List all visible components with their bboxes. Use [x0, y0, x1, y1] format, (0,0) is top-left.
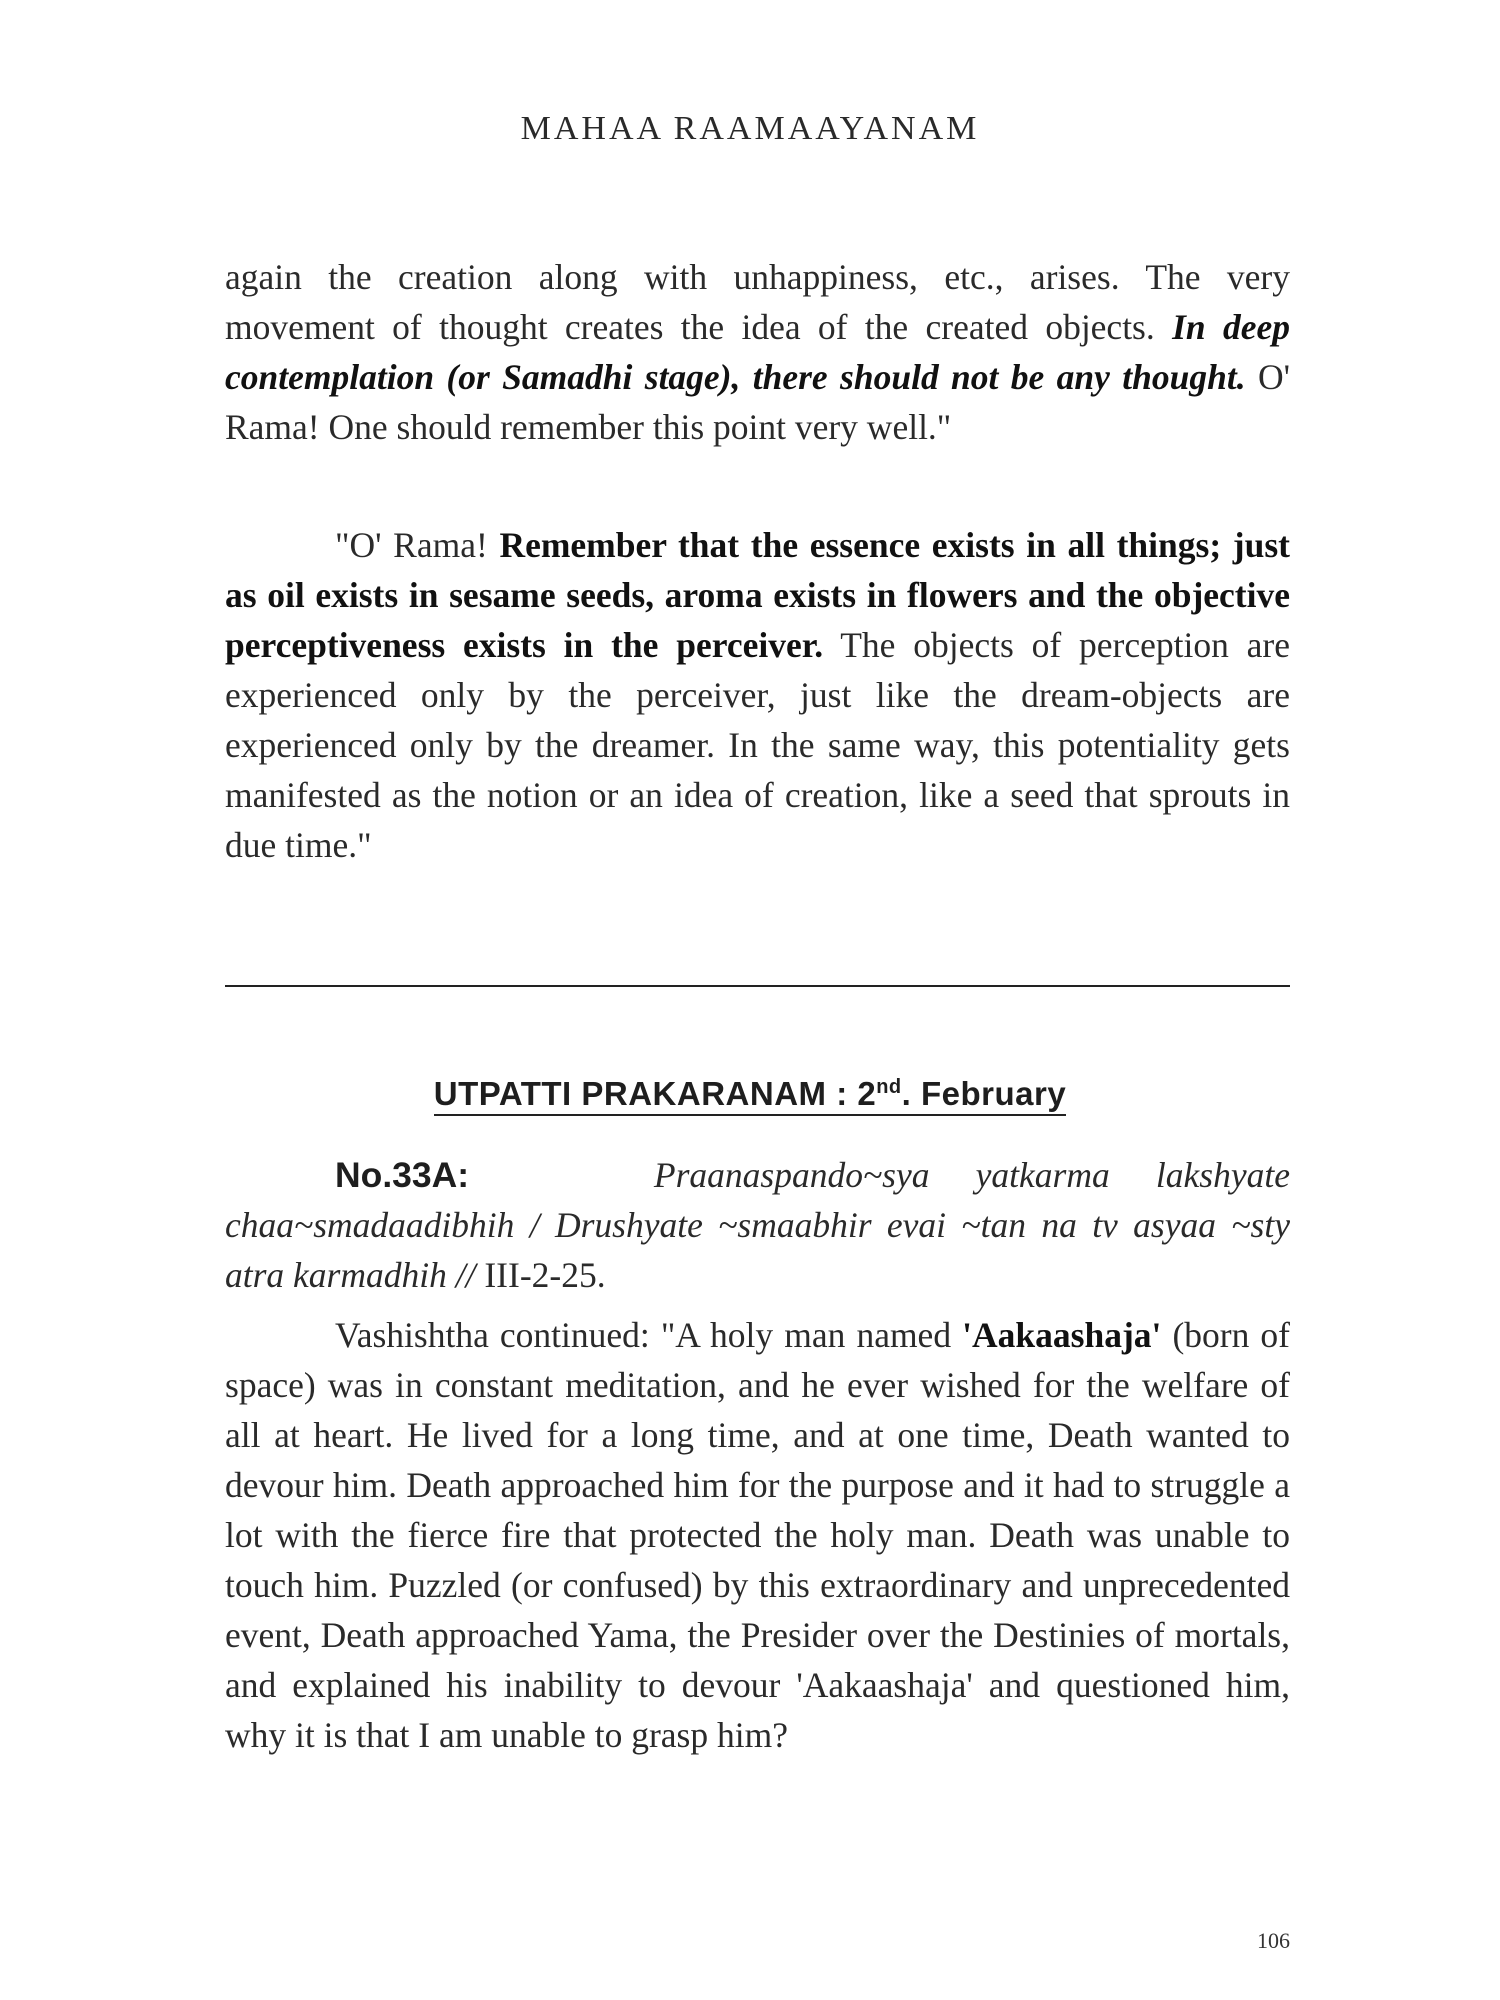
paragraph1-text-end: O' Rama! One should remember this point very well." — [225, 357, 1290, 447]
section-heading — [0, 1075, 1500, 1113]
paragraph3-rest: (born of space) was in constant meditation, and he ever wished for the welfare of all at heart. He lived for a long time, and at one time, Death wanted to devour him. Death approached him for the purpose and it had to struggle a lot with the fierce fire that protected the holy man. Death was unable to touch him. Puzzled (or confused) by this extraordinary and unprecedented event, Death approached Yama, the Presider over the Destinies of mortals, and explained his inability to devour 'Aakaashaja' and questioned him, why it is that I am unable to grasp him? — [225, 1315, 1291, 1755]
paragraph2-lead: "O' Rama! — [335, 525, 500, 565]
paragraph1-emphasis: In deep contemplation (or Samadhi stage), there should not be any thought. — [225, 307, 1290, 397]
paragraph2-rest: The objects of perception are experienced only by the perceiver, just like the dream-objects are experienced only by the dreamer. In the same way, this potentiality gets manifested as the notion or an idea of creation, like a seed that sprouts in due time." — [225, 625, 1290, 865]
verse-block — [225, 1150, 1290, 1300]
heading-main: UTPATTI PRAKARANAM : 2 — [433, 1075, 877, 1112]
paragraph3-name: 'Aakaashaja' — [962, 1315, 1162, 1355]
heading-superscript: nd — [876, 1076, 902, 1098]
paragraph2-emphasis: Remember that the essence exists in all things; just as oil exists in sesame seeds, aroma exists in flowers and the objective perceptiveness exists in the perceiver. — [225, 525, 1290, 665]
section-divider — [225, 985, 1290, 987]
section-heading-text — [434, 1075, 1066, 1116]
paragraph-aakaashaja — [225, 1310, 1290, 1760]
verse-label: No.33A: — [335, 1155, 470, 1195]
page-number: 106 — [1257, 1928, 1290, 1953]
verse-reference: III-2-25. — [475, 1255, 606, 1295]
paragraph3-lead: Vashishtha continued: "A holy man named — [335, 1315, 963, 1355]
paragraph-continuation — [225, 252, 1290, 452]
paragraph-essence — [225, 520, 1290, 870]
heading-end: . February — [901, 1075, 1067, 1112]
verse-text: Praanaspando~sya yatkarma lakshyate chaa~smadaadibhih / Drushyate ~smaabhir evai ~tan na tv asyaa ~sty atra karmadhih // — [225, 1155, 1290, 1295]
paragraph1-text-start: again the creation along with unhappiness, etc., arises. The very movement of thought creates the idea of the created objects. — [225, 257, 1290, 347]
running-head: MAHAA RAAMAAYANAM — [520, 110, 980, 147]
